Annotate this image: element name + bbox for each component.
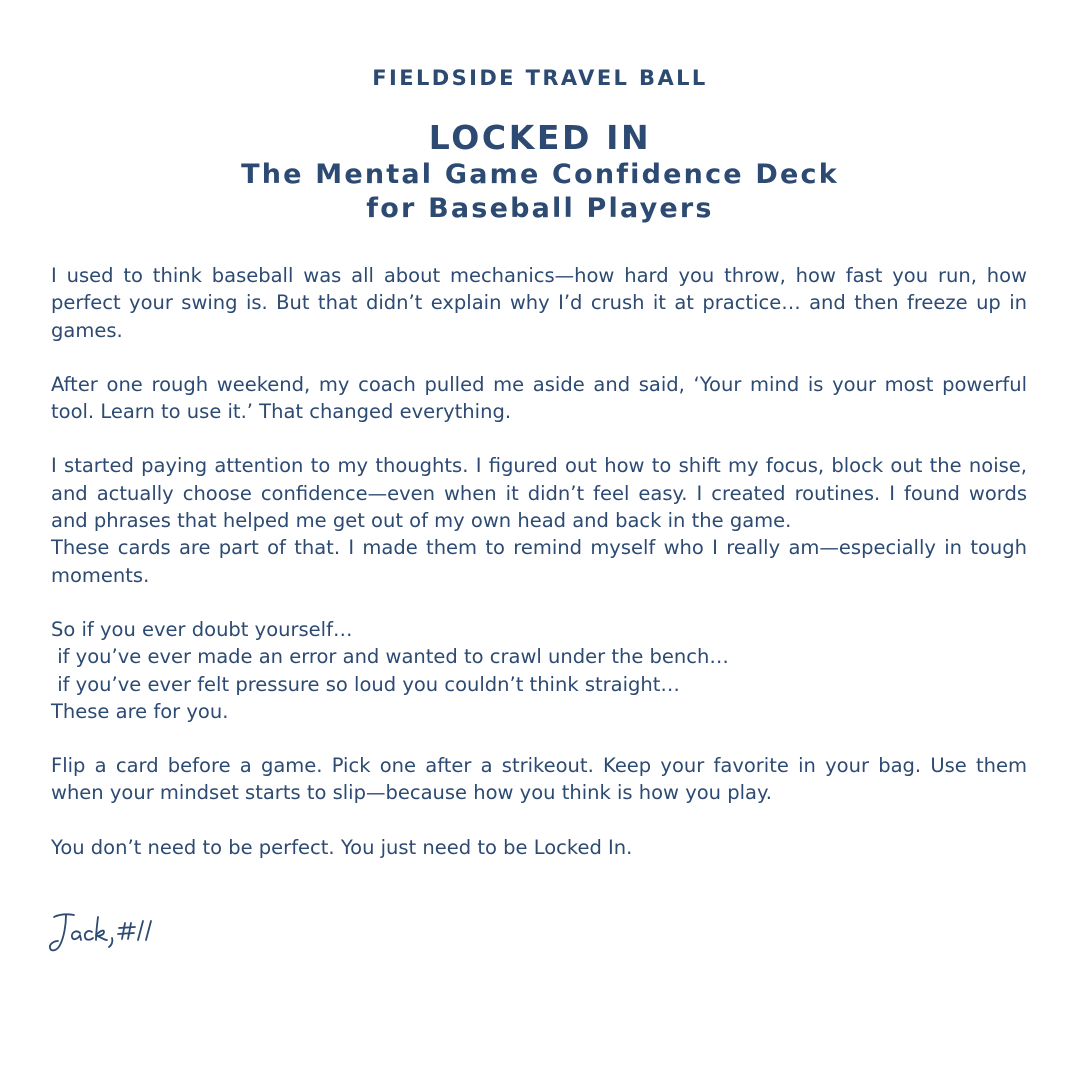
paragraph-routines-part-1: I started paying attention to my thoughts. I figured out how to shift my focus, block out the noise, and actually choose confidence—even when it didn’t feel easy. I created routines. I found words and phrases that helped me get out of my own head and back in the game. xyxy=(51,454,1027,533)
paragraph-doubt xyxy=(51,616,1027,725)
paragraph-routines xyxy=(51,452,1027,588)
title-block xyxy=(0,118,1080,226)
doubt-line: These are for you. xyxy=(51,699,229,723)
paragraph-closing xyxy=(51,834,1027,861)
subtitle-line-2: for Baseball Players xyxy=(366,193,714,224)
doubt-line: if you’ve ever felt pressure so loud you couldn’t think straight… xyxy=(51,672,680,696)
brand-name: FIELDSIDE TRAVEL BALL xyxy=(372,66,708,90)
subtitle-line-1: The Mental Game Confidence Deck xyxy=(241,159,839,190)
closing-suffix: . xyxy=(626,835,633,859)
paragraph-coach: After one rough weekend, my coach pulled me aside and said, ‘Your mind is your most powerful tool. Learn to use it.’ That changed everything. xyxy=(51,372,1027,424)
letter-body xyxy=(51,262,1027,888)
doubt-line: if you’ve ever made an error and wanted to crawl under the bench… xyxy=(51,645,729,669)
doubt-line: So if you ever doubt yourself… xyxy=(51,617,353,641)
closing-prefix: You don’t need to be perfect. You just need to be xyxy=(51,835,534,859)
paragraph-flip-card: Flip a card before a game. Pick one after a strikeout. Keep your favorite in your bag. Use them when your mindset starts to slip—because how you think is how you play. xyxy=(51,754,1027,805)
closing-emphasis: Locked In xyxy=(533,835,627,859)
paragraph-mechanics: I used to think baseball was all about mechanics—how hard you throw, how fast you run, how perfect your swing is. But that didn’t explain why I’d crush it at practice… and then freeze up in games. xyxy=(51,264,1027,342)
handwritten-signature xyxy=(46,905,196,961)
paragraph-routines-part-2: These cards are part of that. I made them to remind myself who I really am—especially in tough moments. xyxy=(51,536,1027,587)
page-title: LOCKED IN xyxy=(428,118,652,157)
